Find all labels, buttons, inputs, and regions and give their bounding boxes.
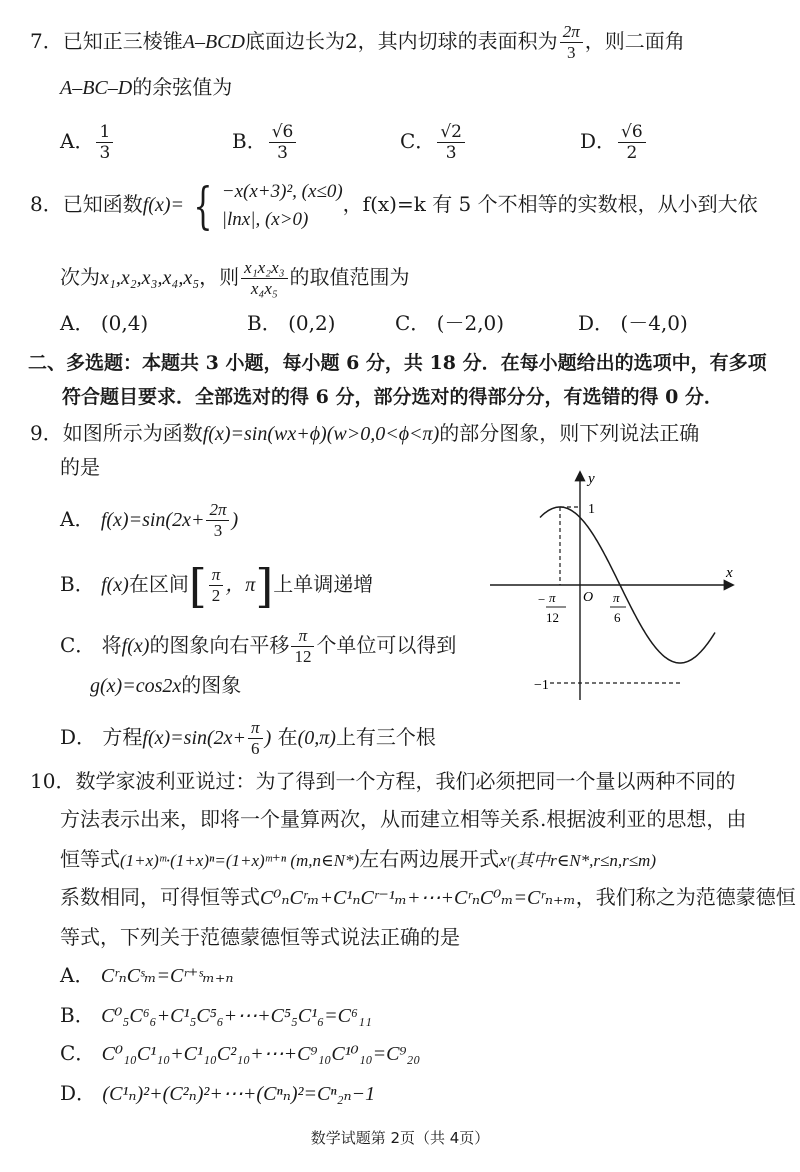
y-neg-one-label: −1	[534, 678, 549, 693]
q7-line1	[30, 22, 685, 63]
q7-text-c: ，则二面角	[584, 29, 685, 53]
q9-function: f(x)=sin(wx+ϕ)(w>0,0<ϕ<π)	[202, 423, 440, 445]
q7-option-d[interactable]: D． $\frac{√6}{2}$	[580, 122, 648, 163]
q9-option-d[interactable]: D． 方程f(x)=sin(2x+ $\frac{\pi}{6}$ ) 在(0,π)上有三个根	[60, 718, 436, 758]
q10-option-b[interactable]: B． C⁰₅C⁶₆+C¹₅C⁵₆+⋯+C⁵₅C¹₆=C⁶₁₁	[60, 1003, 372, 1027]
q10-vandermonde: C⁰ₙCʳₘ+C¹ₙCʳ⁻¹ₘ+⋯+CʳₙC⁰ₘ=Cʳₙ₊ₘ	[260, 887, 576, 909]
q10-option-c[interactable]: C． C⁰₁₀C¹₁₀+C¹₁₀C²₁₀+⋯+C⁹₁₀C¹⁰₁₀=C⁹₂₀	[60, 1041, 421, 1065]
q9-option-c-line2: g(x)=cos2x的图象	[90, 673, 242, 697]
svg-text:π: π	[549, 590, 556, 605]
y-one-label: 1	[588, 502, 595, 517]
q9-option-b[interactable]: B． f(x)在区间[ $\frac{\pi}{2}$ ，π]上单调递增	[60, 558, 374, 613]
q9-sine-graph	[480, 465, 740, 705]
q10-line5: 等式，下列关于范德蒙德恒等式说法正确的是	[60, 925, 460, 949]
tick-pi-6	[610, 590, 626, 625]
q7-option-a[interactable]: A． $\frac{1}{3}$	[60, 122, 115, 163]
q10-line4: 系数相同，可得恒等式C⁰ₙCʳₘ+C¹ₙCʳ⁻¹ₘ+⋯+CʳₙC⁰ₘ=Cʳₙ₊ₘ，我们称之为范德蒙德恒	[60, 885, 796, 909]
q10-option-a[interactable]: A． CʳₙCˢₘ=Cʳ⁺ˢₘ₊ₙ	[60, 963, 234, 987]
svg-text:6: 6	[614, 610, 621, 625]
q7-option-c[interactable]: C． $\frac{√2}{3}$	[400, 122, 467, 163]
origin-label: O	[583, 590, 594, 605]
q8-option-a[interactable]: A． (0,4)	[60, 311, 149, 335]
q7-option-b[interactable]: B． $\frac{√6}{3}$	[232, 122, 298, 163]
tick-neg-pi-12	[538, 590, 566, 625]
q8-option-c[interactable]: C． (－2,0)	[395, 311, 505, 335]
svg-text:12: 12	[546, 610, 559, 625]
q7-text: 7．已知正三棱锥	[30, 29, 183, 53]
q9-line1: 9．如图所示为函数f(x)=sin(wx+ϕ)(w>0,0<ϕ<π)的部分图象，则下列说法正确	[30, 421, 700, 445]
q8-line2: 次为x₁,x₂,x₃,x₄,x₅，则 $\frac{\text{x₁x₂x₃}}{\text{x₄x₅}}$ 的取值范围为	[60, 258, 410, 298]
q8-option-b[interactable]: B． (0,2)	[247, 311, 336, 335]
q9-option-c[interactable]: C． 将f(x)的图象向右平移 $\frac{\pi}{12}$ 个单位可以得到	[60, 626, 457, 666]
q10-option-d[interactable]: D． (C¹ₙ)²+(C²ₙ)²+⋯+(Cⁿₙ)²=Cⁿ₂ₙ−1	[60, 1081, 376, 1105]
q8-roots: x₁,x₂,x₃,x₄,x₅	[100, 267, 200, 289]
q8-option-d[interactable]: D． (－4,0)	[578, 311, 688, 335]
q10-identity: (1+x)ᵐ·(1+x)ⁿ=(1+x)ᵐ⁺ⁿ (m,n∈N*)	[120, 851, 360, 870]
section2-heading-line2: 符合题目要求．全部选对的得 6 分，部分选对的得部分分，有选错的得 0 分．	[62, 386, 723, 408]
q7-text-b: 底面边长为2，其内切球的表面积为	[244, 29, 558, 53]
q7-line2: A–BC–D的余弦值为	[60, 75, 233, 99]
section2-heading-line1: 二、多选题：本题共 3 小题，每小题 6 分，共 18 分．在每小题给出的选项中，有多项	[28, 352, 767, 374]
page-footer: 数学试题第 2页（共 4页）	[310, 1129, 490, 1147]
q8-brace: {	[193, 176, 213, 235]
q7-tetra: A–BCD	[182, 31, 245, 53]
svg-text:−: −	[538, 592, 546, 607]
y-axis-label: y	[588, 471, 595, 487]
q7-surface-frac: $\frac{2\pi}{3}$	[560, 22, 583, 63]
q9-option-a[interactable]: A． f(x)=sin(2x+ $\frac{2\pi}{3}$ )	[60, 500, 239, 540]
q10-line1: 10．数学家波利亚说过：为了得到一个方程，我们必须把同一个量以两种不同的	[30, 769, 736, 793]
svg-text:π: π	[613, 590, 620, 605]
q8-ratio: $\frac{\text{x₁x₂x₃}}{\text{x₄x₅}}$	[241, 258, 287, 299]
q8-line1: 8．已知函数f(x)= { −x(x+3)², (x≤0) |lnx|, (x>0) ，f(x)=k 有 5 个不相等的实数根，从小到大依	[30, 176, 758, 235]
q9-line2: 的是	[60, 455, 100, 479]
q7-dihedral: A–BC–D	[60, 77, 133, 99]
q10-line2: 方法表示出来，即将一个量算两次，从而建立相等关系.根据波利亚的思想，由	[60, 807, 747, 831]
q8-function: f(x)=	[142, 194, 184, 216]
q8-piecewise: −x(x+3)², (x≤0) |lnx|, (x>0)	[221, 180, 343, 230]
q10-line3: 恒等式(1+x)ᵐ·(1+x)ⁿ=(1+x)ᵐ⁺ⁿ (m,n∈N*)左右两边展开式xʳ(其中r∈N*,r≤n,r≤m)	[60, 847, 656, 871]
x-axis-label: x	[726, 565, 733, 581]
